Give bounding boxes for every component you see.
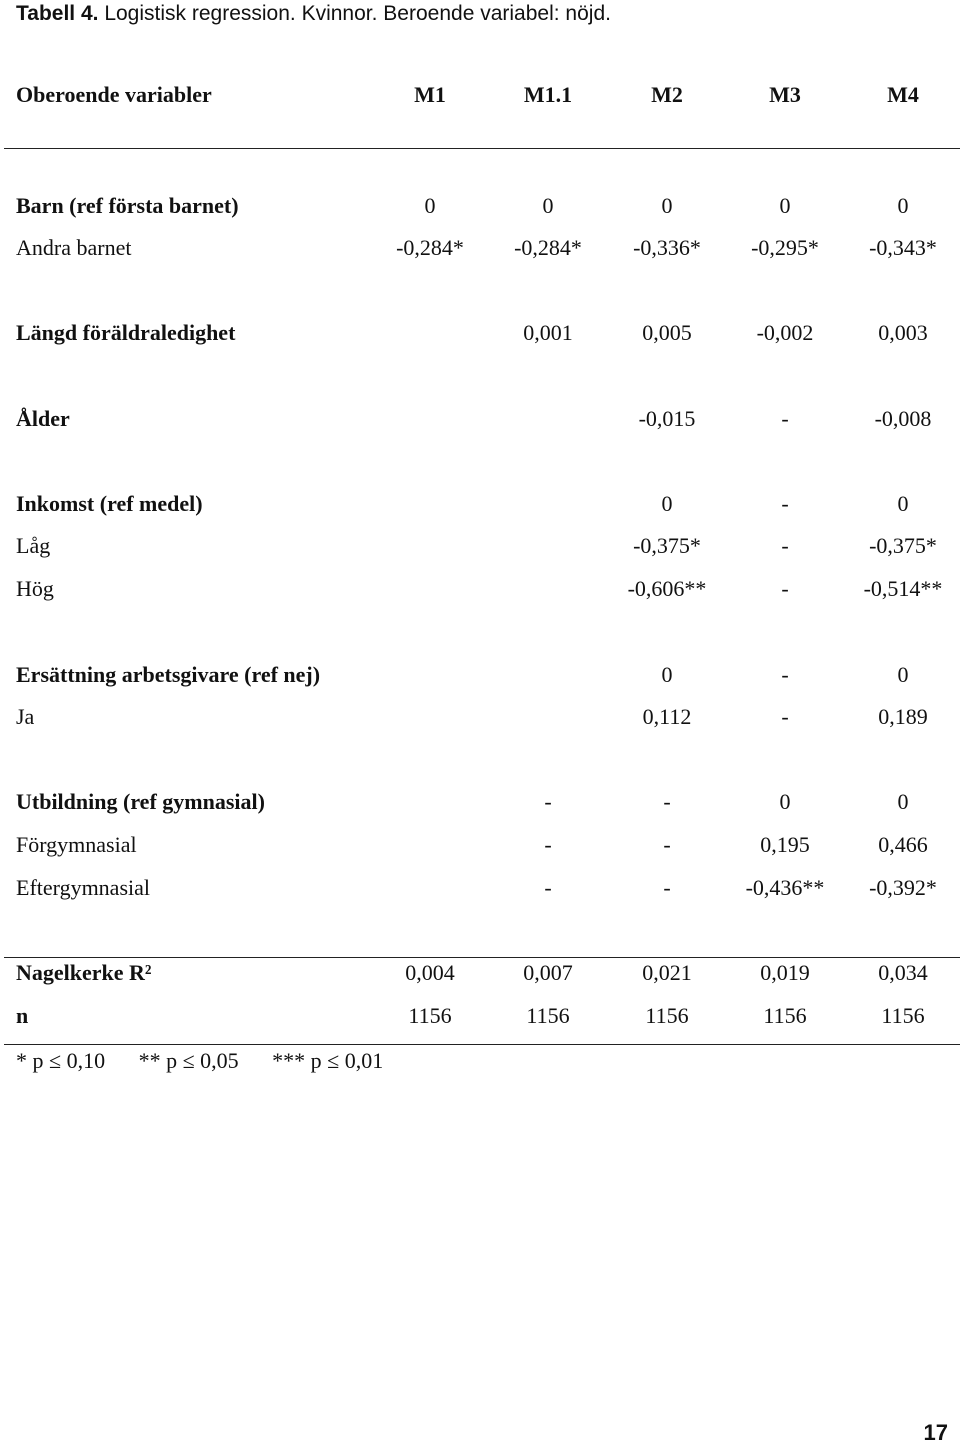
table-cell: 0,003 — [878, 320, 928, 345]
header-label: Oberoende variabler — [16, 82, 212, 107]
table-cell: - — [781, 491, 789, 516]
table-cell: 0 — [897, 662, 909, 687]
table-cell: 0,189 — [878, 704, 928, 729]
table-row — [0, 655, 960, 695]
table-cell: - — [544, 832, 552, 857]
col-header-m2: M2 — [651, 82, 683, 107]
table-cell: 1156 — [645, 1003, 689, 1028]
row-label: Förgymnasial — [16, 832, 137, 857]
table-cell: 1156 — [763, 1003, 807, 1028]
table-cell: 0 — [897, 491, 909, 516]
table-cell: 0,466 — [878, 832, 928, 857]
table-cell: 0,019 — [760, 960, 810, 985]
footnote-p05: ** p ≤ 0,05 — [138, 1048, 239, 1073]
row-label: Utbildning (ref gymnasial) — [16, 789, 265, 814]
table-cell: - — [663, 789, 671, 814]
table-cell: 0 — [779, 789, 791, 814]
table-cell: 0 — [897, 789, 909, 814]
table-cell: -0,336* — [633, 235, 701, 260]
row-label: Ålder — [16, 406, 70, 431]
table-cell: - — [663, 832, 671, 857]
table-cell: 0,021 — [642, 960, 692, 985]
table-row — [0, 868, 960, 908]
table-cell: 0,112 — [642, 704, 692, 729]
table-cell: - — [663, 875, 671, 900]
col-header-m1-1: M1.1 — [523, 82, 573, 107]
table-cell: -0,002 — [756, 320, 814, 345]
table-cell: 0 — [779, 193, 791, 218]
table-row — [0, 526, 960, 566]
table-cell: 0,195 — [760, 832, 810, 857]
table-row — [0, 569, 960, 609]
table-row — [0, 697, 960, 737]
row-label: Inkomst (ref medel) — [16, 491, 203, 516]
table-cell: 0,034 — [878, 960, 928, 985]
row-label: Andra barnet — [16, 235, 132, 260]
summary-rule — [4, 957, 960, 958]
table-cell: 1156 — [881, 1003, 925, 1028]
table-cell: 0,004 — [405, 960, 455, 985]
table-cell: 0,007 — [523, 960, 573, 985]
row-label: Nagelkerke R² — [16, 960, 152, 985]
table-row — [0, 399, 960, 439]
table-cell: -0,284* — [396, 235, 464, 260]
col-header-m3: M3 — [769, 82, 801, 107]
table-cell: - — [544, 875, 552, 900]
table-cell: 0 — [661, 662, 673, 687]
table-cell: -0,015 — [638, 406, 696, 431]
table-cell: - — [781, 533, 789, 558]
table-row — [0, 825, 960, 865]
row-label: Eftergymnasial — [16, 875, 150, 900]
table-cell: 0 — [897, 193, 909, 218]
table-cell: 1156 — [408, 1003, 452, 1028]
row-label: Hög — [16, 576, 54, 601]
row-label: n — [16, 1003, 29, 1028]
table-cell: 0,001 — [523, 320, 573, 345]
caption-label: Tabell 4. — [16, 2, 99, 25]
table-cell: -0,606** — [627, 576, 707, 601]
table-cell: 0 — [661, 491, 673, 516]
table-row — [0, 186, 960, 226]
header-rule — [4, 148, 960, 149]
table-row — [0, 313, 960, 353]
row-label: Längd föräldraledighet — [16, 320, 236, 345]
table-header — [0, 75, 960, 115]
row-label: Ja — [16, 704, 35, 729]
table-cell: -0,343* — [869, 235, 937, 260]
table-cell: -0,284* — [514, 235, 582, 260]
table-cell: 1156 — [526, 1003, 570, 1028]
table-cell: 0 — [542, 193, 554, 218]
table-cell: - — [544, 789, 552, 814]
table-caption — [16, 0, 611, 28]
table-cell: - — [781, 406, 789, 431]
table-cell: 0 — [661, 193, 673, 218]
row-label: Låg — [16, 533, 51, 558]
col-header-m1: M1 — [414, 82, 446, 107]
table-cell: - — [781, 704, 789, 729]
table-cell: 0,005 — [642, 320, 692, 345]
table-cell: -0,392* — [869, 875, 937, 900]
table-cell: -0,008 — [874, 406, 932, 431]
table-cell: -0,295* — [751, 235, 819, 260]
table-cell: -0,514** — [863, 576, 943, 601]
table-row — [0, 484, 960, 524]
row-label: Ersättning arbetsgivare (ref nej) — [16, 662, 321, 687]
table-row — [0, 996, 960, 1036]
table-cell: - — [781, 576, 789, 601]
table-cell: - — [781, 662, 789, 687]
footnote-p01: *** p ≤ 0,01 — [272, 1048, 384, 1073]
col-header-m4: M4 — [887, 82, 919, 107]
table-cell: -0,436** — [745, 875, 825, 900]
table-row — [0, 228, 960, 268]
caption-text: Logistisk regression. Kvinnor. Beroende variabel: nöjd. — [104, 2, 611, 25]
table-row — [0, 782, 960, 822]
footnote-p10: * p ≤ 0,10 — [16, 1048, 106, 1073]
table-row — [0, 953, 960, 993]
significance-footnote — [16, 1043, 411, 1079]
page-number: 17 — [923, 1420, 948, 1445]
row-label: Barn (ref första barnet) — [16, 193, 239, 218]
table-cell: 0 — [424, 193, 436, 218]
table-cell: -0,375* — [633, 533, 701, 558]
table-cell: -0,375* — [869, 533, 937, 558]
